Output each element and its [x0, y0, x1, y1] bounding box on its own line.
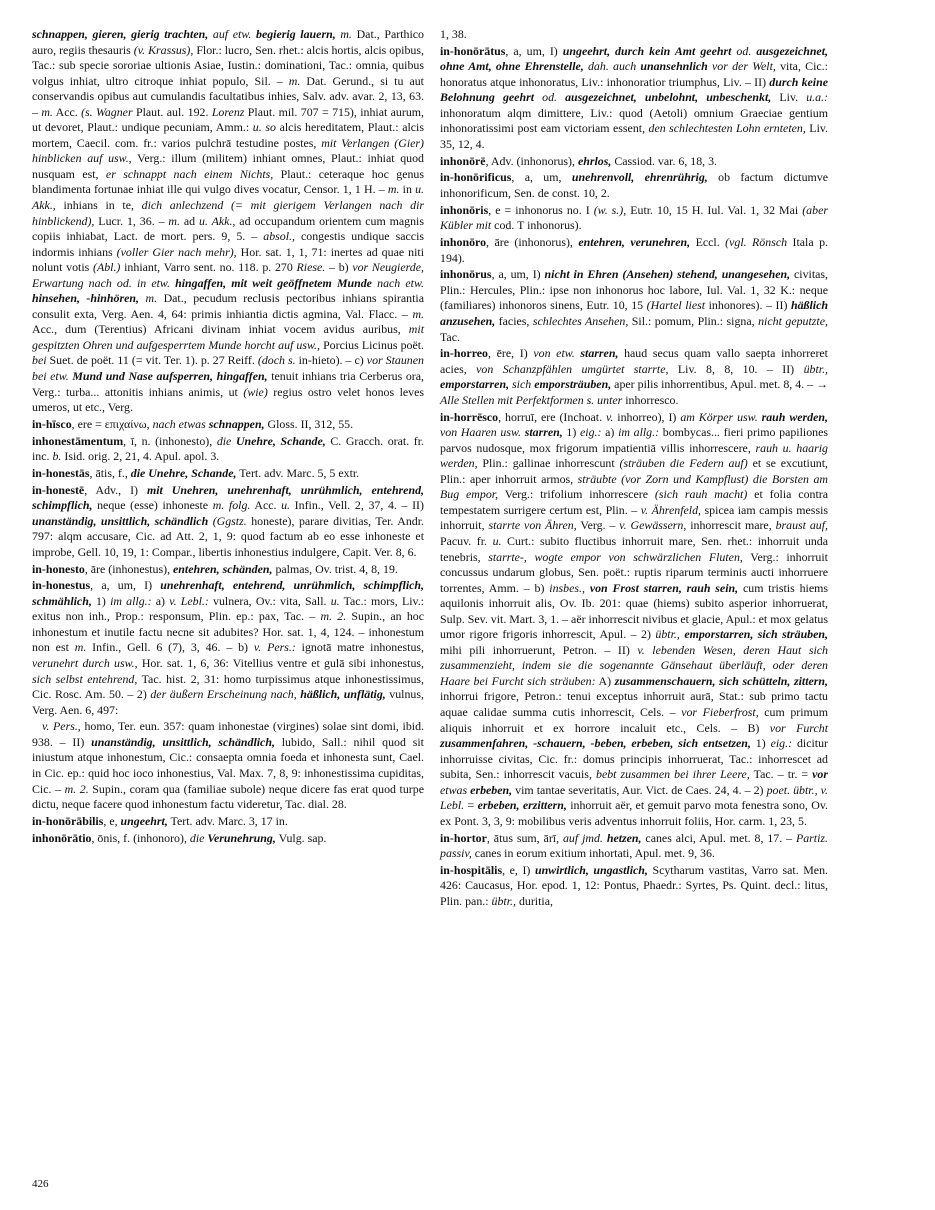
dictionary-entry: inhonōrus, a, um, I) nicht in Ehren (Ansehen) stehend, unangesehen, civitas, Plin.: Hercules, Plin.: ipse non inhonorus hoc labore, Iul. Val. 1, 32 K.: neque (familiares) inhonoros sinens, Eutr. 10, 15 (Hartel liest inhonores). – II) häßlich anzusehen, facies, schlechtes Ansehen, Sil.: pomum, Plin.: signa, nicht geputzte, Tac. — [440, 267, 829, 344]
right-column — [440, 27, 828, 911]
dictionary-entry: in-horrēsco, horruī, ere (Inchoat. v. inhorreo), I) am Körper usw. rauh werden, von Haaren usw. starren, 1) eig.: a) im allg.: bombycas... fieri primo papiliones parvos nudosque, mox frigorum impatientiā villis inhorrescere, rauh u. haarig werden, Plin.: gallinae inhorrescunt (sträuben die Federn auf) et se excutiunt, Plin.: aper inhorruit armos, sträubte (vor Zorn und Kampflust) die Borsten am Bug empor, Verg.: trifolium inhorrescere (sich rauh macht) et folia contra tempestatem surrigere certum est, Plin. – v. Ährenfeld, spicea iam campis messis inhorruit, starrte von Ähren, Verg. – v. Gewässern, inhorrescit mare, braust auf, Pacuv. fr. u. Curt.: subito fluctibus inhorruit mare, Sen. rhet.: inhorruit unda tenebris, starrte-, wogte empor von schwärzlichen Fluten, Verg.: inhorruit concussus undarum globus, Sen. poët.: ruptis riparum terminis aucti inhorruere torrentes, Amm. – b) insbes., von Frost starren, rauh sein, cum tristis hiems aquilonis inhorruit alis, Ov. Ib. 201: quae (hiems) subito asperior inhorruerat, Sulp. Sev. vit. Mart. 3, 1. – aër inhorrescit nivibus et glacie, Apul.: et mox gelatus umor rigore frigoris inhorrescit, Apul. – 2) übtr., emporstarren, sich sträuben, mihi pili inhorruerunt, Petron. – II) v. lebenden Wesen, deren Haut sich zusammenzieht, indem sie die sogenannte Gänsehaut überläuft, oder deren Haare bei Furcht sich sträuben: A) zusammenschauern, sich schütteln, zittern, inhorrui frigore, Petron.: tenui exceptus inhorruit aurā, Stat.: sub primo tactu aquae calidae summa cutis inhorrescit, Cels. – vor Fieberfrost, cum primum aliquis inhorruit et ex horrore incaluit etc., Cels. – B) vor Furcht zusammenfahren, -schauern, -beben, erbeben, sich entsetzen, 1) eig.: dicitur inhorruisse civitas, Cic. fr.: domus principis inhorruerat, Tac.: inhorrescet ad subita, Sen.: inhorrescit vacuis, bebt zusammen bei ihrer Leere, Tac. – tr. = vor etwas erbeben, vim tantae severitatis, Aur. Vict. de Caes. 24, 4. – 2) poet. übtr., v. Lebl. = erbeben, erzittern, inhorruit aër, et gemuit parvo mota fenestra sono, Ov. ex Pont. 3, 3, 9: mobilibus veris adventus inhorruit foliis, Hor. carm. 1, 23, 5. — [440, 409, 829, 828]
dictionary-entry: inhonōrē, Adv. (inhonorus), ehrlos, Cassiod. var. 6, 18, 3. — [440, 153, 718, 168]
dictionary-entry: in-honōrābilis, e, ungeehrt, Tert. adv. Marc. 3, 17 in. — [32, 813, 288, 828]
dictionary-entry: in-hīsco, ere = επιχαίνω, nach etwas schnappen, Gloss. II, 312, 55. — [32, 416, 354, 431]
dictionary-entry: 1, 38. — [440, 27, 467, 41]
dictionary-entry: in-hortor, ātus sum, ārī, auf jmd. hetzen, canes alci, Apul. met. 8, 17. – Partiz. passiv, canes in eorum exitium inhortati, Apul. met. 9, 36. — [440, 830, 829, 861]
dictionary-entry: in-honōrātus, a, um, I) ungeehrt, durch kein Amt geehrt od. ausgezeichnet, ohne Amt, ohne Ehrenstelle, dah. auch unansehnlich vor der Welt, vita, Cic.: honoratus atque inhonoratus, Liv.: inhonoratior triumphus, Liv. – II) durch keine Belohnung geehrt od. ausgezeichnet, unbelohnt, unbeschenkt, Liv. u.a.: inhonoratum alqm dimittere, Liv.: quod (Aetoli) omnium Graeciae gentium inhonoratissimi post eam victoriam essent, den schlechtesten Lohn ernteten, Liv. 35, 12, 4. — [440, 43, 829, 152]
dictionary-entry: inhonōris, e = inhonorus no. I (w. s.), Eutr. 10, 15 H. Iul. Val. 1, 32 Mai (aber Kübler mit cod. T inhonorus). — [440, 202, 828, 233]
dictionary-entry: inhonōrātio, ōnis, f. (inhonoro), die Verunehrung, Vulg. sap. — [32, 830, 327, 845]
dictionary-entry: inhonestāmentum, ī, n. (inhonesto), die Unehre, Schande, C. Gracch. orat. fr. inc. b. Isid. orig. 2, 21, 4. Apul. apol. 3. — [32, 433, 424, 464]
dictionary-entry: inhonōro, āre (inhonorus), entehren, verunehren, Eccl. (vgl. Rönsch Itala p. 194). — [440, 235, 828, 265]
dictionary-entry: in-honōrificus, a, um, unehrenvoll, ehrenrührig, ob factum dictumve inhonorificum, Sen. de const. 10, 2. — [440, 170, 828, 201]
dictionary-entry: in-hospitālis, e, I) unwirtlich, ungastlich, Scytharum vastitas, Varro sat. Men. 426: Caucasus, Hor. epod. 1, 12: Pontus, Phaedr.: Syrtes, Ps. Quint. decl.: litus, Plin. pan.: übtr., duritia, — [440, 862, 829, 908]
page-number: 426 — [32, 1178, 49, 1190]
dictionary-entry: in-honestus, a, um, I) unehrenhaft, entehrend, unrühmlich, schimpflich, schmählich, 1) im allg.: a) v. Lebl.: vulnera, Ov.: vita, Sall. u. Tac.: mors, Liv.: exitus non inh., Prop.: responsum, Plin. ep.: pax, Tac. – m. 2. Supin., an hoc inhonestum et inutile factu necne sit adubites? Hor. sat. 1, 4, 124. – inhonestum non est m. Infin., Gell. 6 (7), 3, 46. – b) v. Pers.: ignotā matre inhonestus, verunehrt durch usw., Hor. sat. 1, 6, 36: Vitellius ventre et gulā sibi inhonestus, sich selbst entehrend, Tac. hist. 2, 31: homo turpissimus atque inhonestissimus, Cic. Rosc. Am. 50. – 2) der äußern Erscheinung nach, häßlich, unflätig, vulnus, Verg. Aen. 6, 497: — [32, 578, 425, 717]
dictionary-entry: in-honestās, ātis, f., die Unehre, Schande, Tert. adv. Marc. 5, 5 extr. — [32, 465, 360, 480]
dictionary-entry: v. Pers., homo, Ter. eun. 357: quam inhonestae (virgines) solae sint domi, ibid. 938. – II) unanständig, unsittlich, schändlich, lubido, Sall.: nihil quod sit iniustum atque inhonestum, Cic.: consaepta omnia foeda et inhonesta sunt, Cael. in Cic. ep.: quid hoc ioco inhonestius, Val. Max. 7, 8, 9: inhonestissima cupiditas, Cic. – m. 2. Supin., coram qua (familiae subole) neque dicere fas erat quod turpe dictu, neque facere quod inhonestum factu videretur, Tac. dial. 28. — [32, 719, 424, 812]
left-column — [32, 27, 424, 847]
dictionary-entry: schnappen, gieren, gierig trachten, auf etw. begierig lauern, m. Dat., Parthico auro, regiis thesauris (v. Krassus), Flor.: lucro, Sen. rhet.: alcis hortis, alcis opibus, Tac.: sub specie sororiae ultionis Asiae, Iustin.: dominationi, Tac.: omnia, quibus volgus inhiat, ultro citroque inhiat populo, Sil. – m. Dat. Gerund., si tu aut conservandis opibus aut cumulandis facultatibus inhies, Salv. adv. avar. 2, 13, 63. – m. Acc. (s. Wagner Plaut. aul. 192. Lorenz Plaut. mil. 707 = 715), inhiat aurum, ut devoret, Plaut.: undique pecuniam, Amm.: u. so alcis hereditatem, Plaut.: alcis mortem, Caecil. com. fr.: varios pulchrā testudine postes, mit Verlangen (Gier) hinblicken auf usw., Verg.: illum (militem) inhiant omnes, Plaut.: inhiat quod nusquam est, er schnappt nach einem Nichts, Plaut.: ceteraque hoc genus blandimenta fortunae inhiat ille qui vulgo dives vocatur, Censor. 1, 1 H. – m. in u. Akk., inhians in te, dich anlechzend (= mit gierigem Verlangen nach dir hinblickend), Lucr. 1, 36. – m. ad u. Akk., ad occupandum orientem cum magnis copiis inhiabat, Lact. de mort. pers. 9, 5. – absol., congestis undique saccis indormis inhians (voller Gier nach mehr), Hor. sat. 1, 1, 71: inertes ad quae niti nolunt votis (Abl.) inhiant, Varro sent. no. 118. p. 270 Riese. – b) vor Neugierde, Erwartung nach od. in etw. hingaffen, mit weit geöffnetem Munde nach etw. hinsehen, -hinhören, m. Dat., pecudum reclusis pectoribus inhians spirantia consulit exta, Verg. Aen. 4, 64: primis inhiantia dictis agmina, Val. Flacc. – m. Acc., dum (Terentius) Africani divinam inhiat vocem avidus auribus, mit gespitzten Ohren und aufgesperrtem Munde horcht auf usw., Porcius Licinus poët. bei Suet. de poët. 11 (= vit. Ter. 1). p. 27 Reiff. (doch s. in-hieto). – c) vor Staunen bei etw. Mund und Nase aufsperren, hingaffen, tenuit inhians tria Cerberus ora, Verg.: turba... attonitis inhians animis, ut (wie) regius ostro velet honos leves umeros, ut etc., Verg. — [32, 27, 425, 415]
dictionary-entry: in-honestē, Adv., I) mit Unehren, unehrenhaft, unrühmlich, entehrend, schimpflich, neque (esse) inhoneste m. folg. Acc. u. Infin., Vell. 2, 37, 4. – II) unanständig, unsittlich, schändlich (Ggstz. honeste), parare divitias, Ter. Andr. 797: alqm accusare, Cic. ad Att. 2, 1, 9: quod factum ab eo esse inhoneste et improbe, Gell. 10, 19, 1: Compar., libertis inhonestius indulgere, Capit. Ver. 8, 6. — [32, 482, 424, 559]
dictionary-entry: in-honesto, āre (inhonestus), entehren, schänden, palmas, Ov. trist. 4, 8, 19. — [32, 561, 398, 576]
dictionary-entry: in-horreo, ēre, I) von etw. starren, haud secus quam vallo saepta inhorreret acies, von Schanzpfählen umgürtet starrte, Liv. 8, 8, 10. – II) übtr., emporstarren, sich emporsträuben, aper pilis inhorrentibus, Apul. met. 8, 4. – → Alle Stellen mit Perfektformen s. unter inhorresco. — [440, 346, 829, 407]
